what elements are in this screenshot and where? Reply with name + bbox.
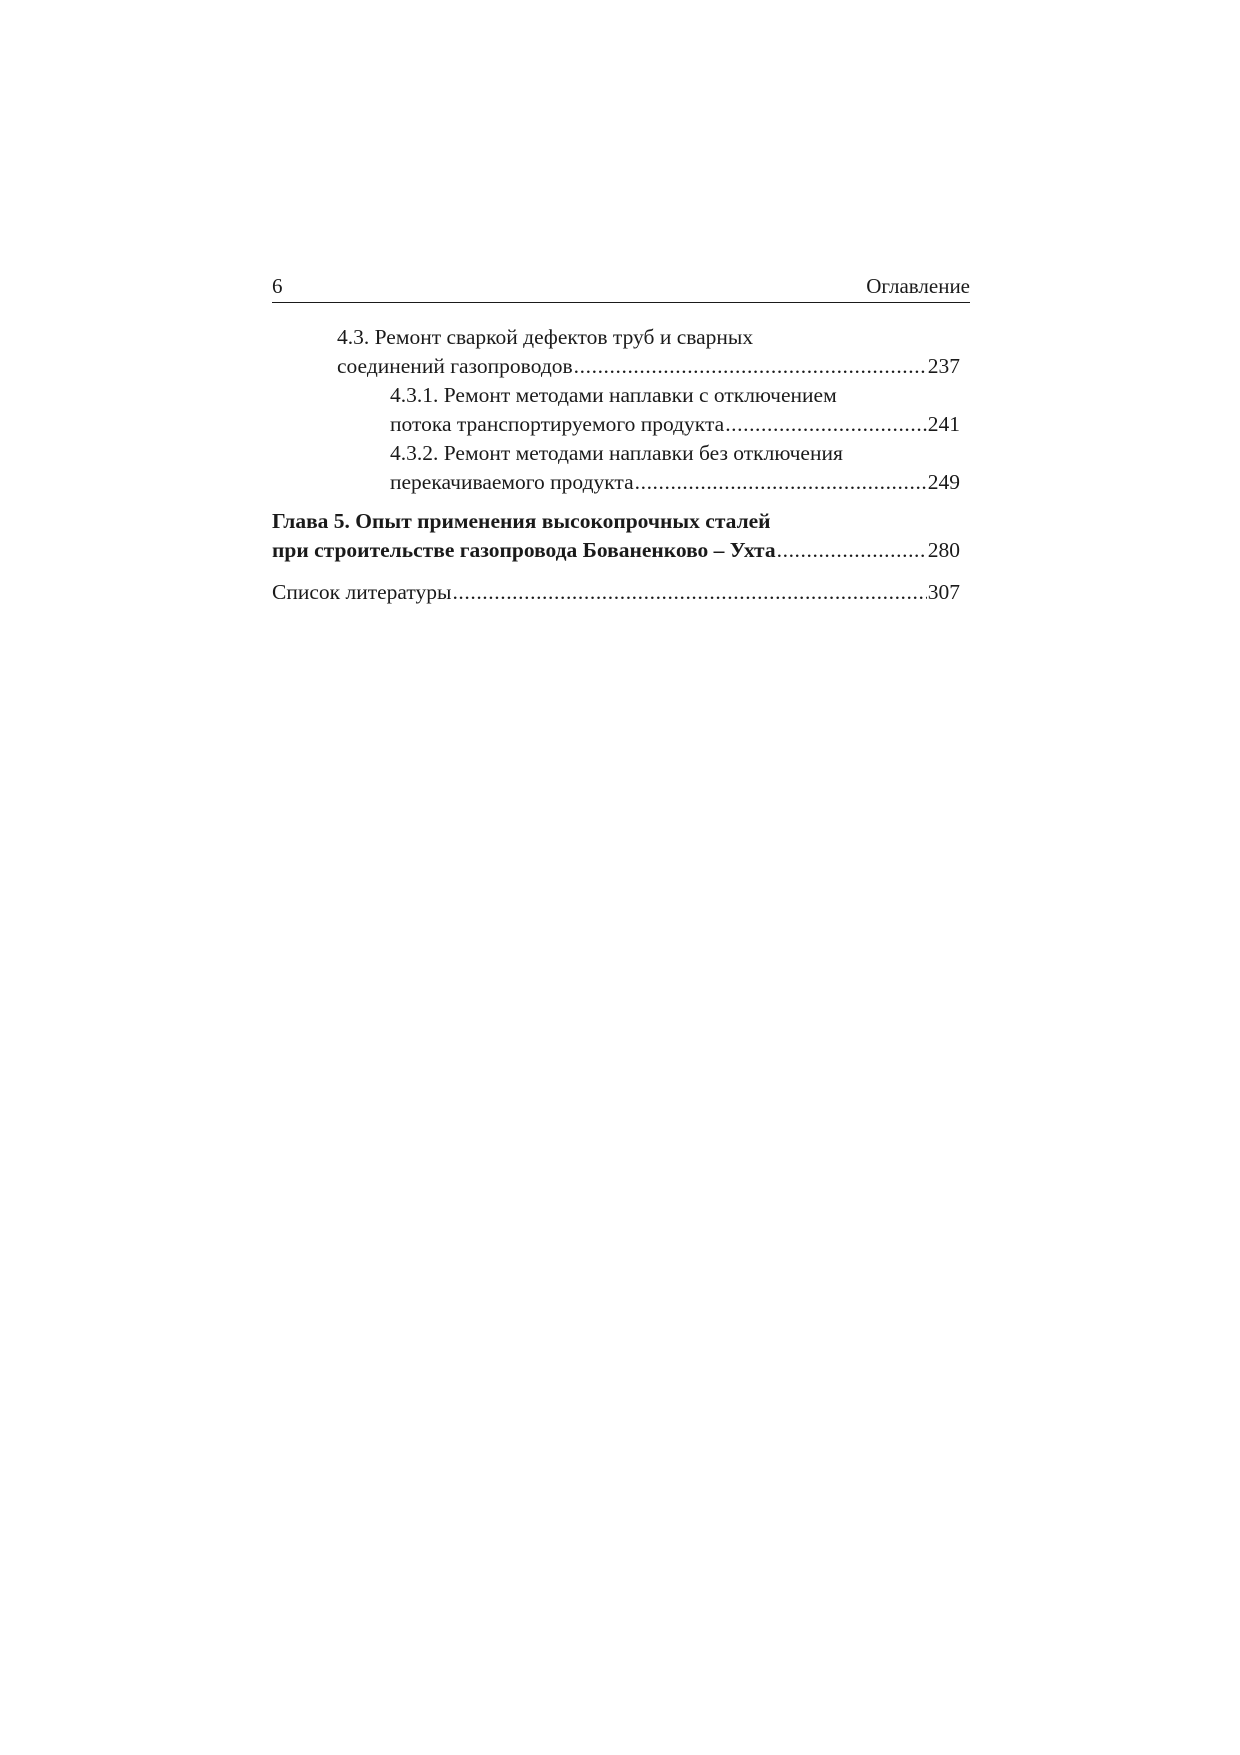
toc-page-number: 237 xyxy=(927,354,960,378)
toc-entry-title-text: соединений газопроводов xyxy=(337,354,573,378)
toc-page-number: 307 xyxy=(927,580,960,604)
toc-entry-title-text: перекачиваемого продукта xyxy=(390,470,634,494)
toc-entry-title-continued xyxy=(390,468,960,497)
toc-entry-title-continued xyxy=(337,352,960,381)
toc-page-number: 249 xyxy=(927,470,960,494)
running-title: Оглавление xyxy=(866,274,970,298)
toc-entry-chapter-5[interactable] xyxy=(272,507,960,565)
dot-leader xyxy=(725,410,927,439)
toc-entry-title xyxy=(272,507,960,536)
dot-leader xyxy=(635,468,927,497)
toc-entry-title-text: Глава 5. Опыт применения высокопрочных сталей xyxy=(272,509,771,533)
toc-entry-title-text: Список литературы xyxy=(272,580,452,604)
toc-entry-title-continued xyxy=(272,536,960,565)
toc-entry-4-3-2[interactable] xyxy=(272,439,960,497)
toc-entry-title-continued xyxy=(390,410,960,439)
toc-entry-4-3[interactable] xyxy=(272,323,960,381)
toc-entry-title xyxy=(390,439,960,468)
toc-entry-title-text: 4.3.2. Ремонт методами наплавки без отключения xyxy=(390,441,843,465)
toc-entry-title xyxy=(337,323,960,352)
toc-entry-title xyxy=(272,578,960,607)
running-header xyxy=(272,272,970,303)
toc-entry-title-text: 4.3.1. Ремонт методами наплавки с отключением xyxy=(390,383,837,407)
toc-entry-title xyxy=(390,381,960,410)
table-of-contents xyxy=(272,323,960,607)
toc-entry-4-3-1[interactable] xyxy=(272,381,960,439)
page-number: 6 xyxy=(272,274,283,298)
toc-entry-bibliography[interactable] xyxy=(272,578,960,607)
dot-leader xyxy=(574,352,927,381)
toc-page-number: 241 xyxy=(927,412,960,436)
toc-entry-title-text: потока транспортируемого продукта xyxy=(390,412,725,436)
dot-leader xyxy=(777,536,927,565)
toc-entry-title-text: при строительстве газопровода Бованенково – Ухта xyxy=(272,538,776,562)
toc-entry-title-text: 4.3. Ремонт сваркой дефектов труб и сварных xyxy=(337,325,754,349)
toc-page-number: 280 xyxy=(927,538,960,562)
dot-leader xyxy=(452,578,926,607)
